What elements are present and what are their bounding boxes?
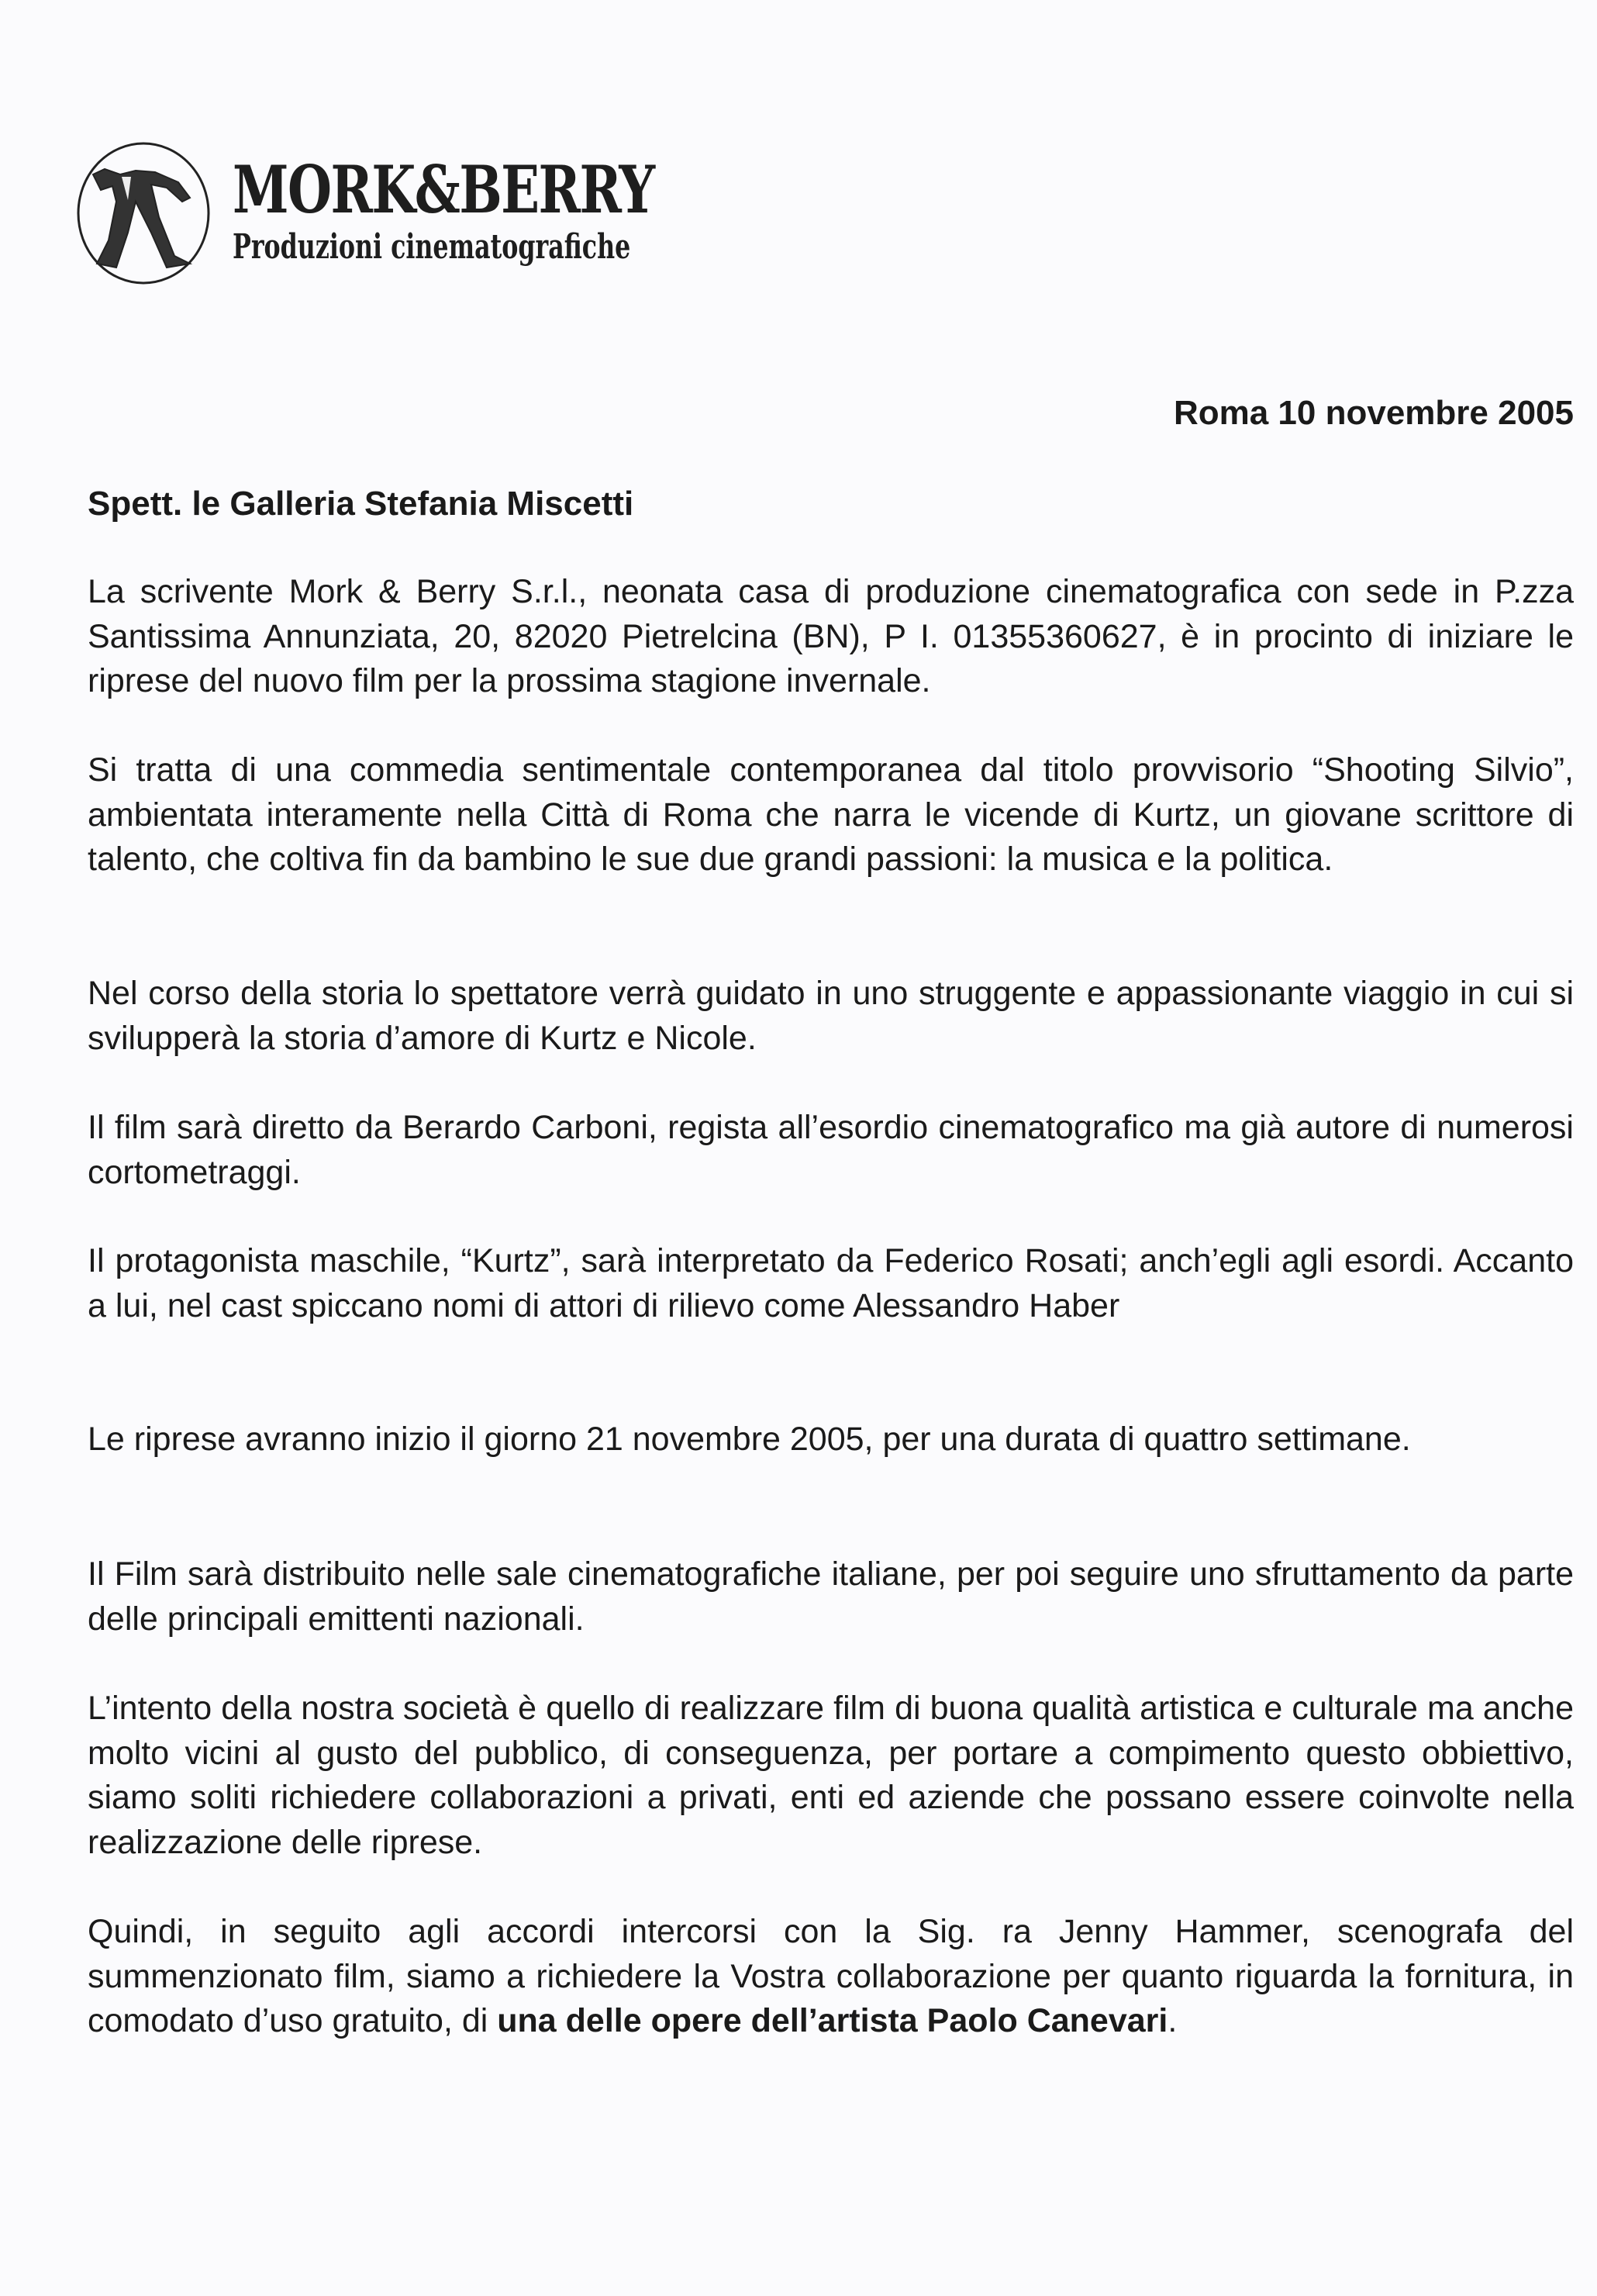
walking-man-emblem-icon <box>74 140 213 287</box>
paragraph-story: Nel corso della storia lo spettatore verrà guidato in uno struggente e appassionante viaggio in cui si svilupperà la storia d’amore di Kurtz e Nicole. <box>88 975 1574 1057</box>
paragraph-distribution: Il Film sarà distribuito nelle sale cinematografiche italiane, per poi seguire uno sfruttamento da parte delle principali emittenti nazionali. <box>88 1555 1574 1638</box>
company-tagline: Produzioni cinematografiche <box>233 227 631 267</box>
request-end: . <box>1168 2002 1178 2039</box>
recipient: Spett. le Galleria Stefania Miscetti <box>88 485 634 523</box>
letterhead-logo <box>74 136 654 291</box>
paragraph-intent: L’intento della nostra società è quello di realizzare film di buona qualità artistica e culturale ma anche molto vicini al gusto del pubblico, di conseguenza, per portare a compimento questo obbiettivo, siamo soliti richiedere collaborazioni a privati, enti ed aziende che possano essere coinvolte nella realizzazione delle riprese. <box>88 1690 1574 1861</box>
paragraph-intro: La scrivente Mork & Berry S.r.l., neonata casa di produzione cinematografica con sede in P.zza Santissima Annunziata, 20, 82020 Pietrelcina (BN), P I. 01355360627, è in procinto di iniziare le riprese del nuovo film per la prossima stagione invernale. <box>88 573 1574 699</box>
paragraph-shooting-dates: Le riprese avranno inizio il giorno 21 novembre 2005, per una durata di quattro settimane. <box>88 1421 1411 1458</box>
letter-date: Roma 10 novembre 2005 <box>1173 394 1574 432</box>
paragraph-plot: Si tratta di una commedia sentimentale contemporanea dal titolo provvisorio “Shooting Silvio”, ambientata interamente nella Città di Roma che narra le vicende di Kurtz, un giovane scrittore di talento, che coltiva fin da bambino le sue due grandi passioni: la musica e la politica. <box>88 751 1574 878</box>
request-artwork: una delle opere dell’artista Paolo Canevari <box>497 2002 1168 2039</box>
paragraph-cast: Il protagonista maschile, “Kurtz”, sarà interpretato da Federico Rosati; anch’egli agli esordi. Accanto a lui, nel cast spiccano nomi di attori di rilievo come Alessandro Haber <box>88 1242 1574 1324</box>
paragraph-request <box>88 1910 1574 2044</box>
request-text: Quindi, in seguito agli accordi intercorsi con la Sig. ra Jenny Hammer, scenografa del summenzionato film, siamo a richiedere la Vostra collaborazione per quanto riguarda la fornitura, in comodato d’uso gratuito, di <box>88 1913 1574 2039</box>
company-name: MORK&BERRY <box>233 151 654 228</box>
paragraph-director: Il film sarà diretto da Berardo Carboni, regista all’esordio cinematografico ma già autore di numerosi cortometraggi. <box>88 1109 1574 1191</box>
